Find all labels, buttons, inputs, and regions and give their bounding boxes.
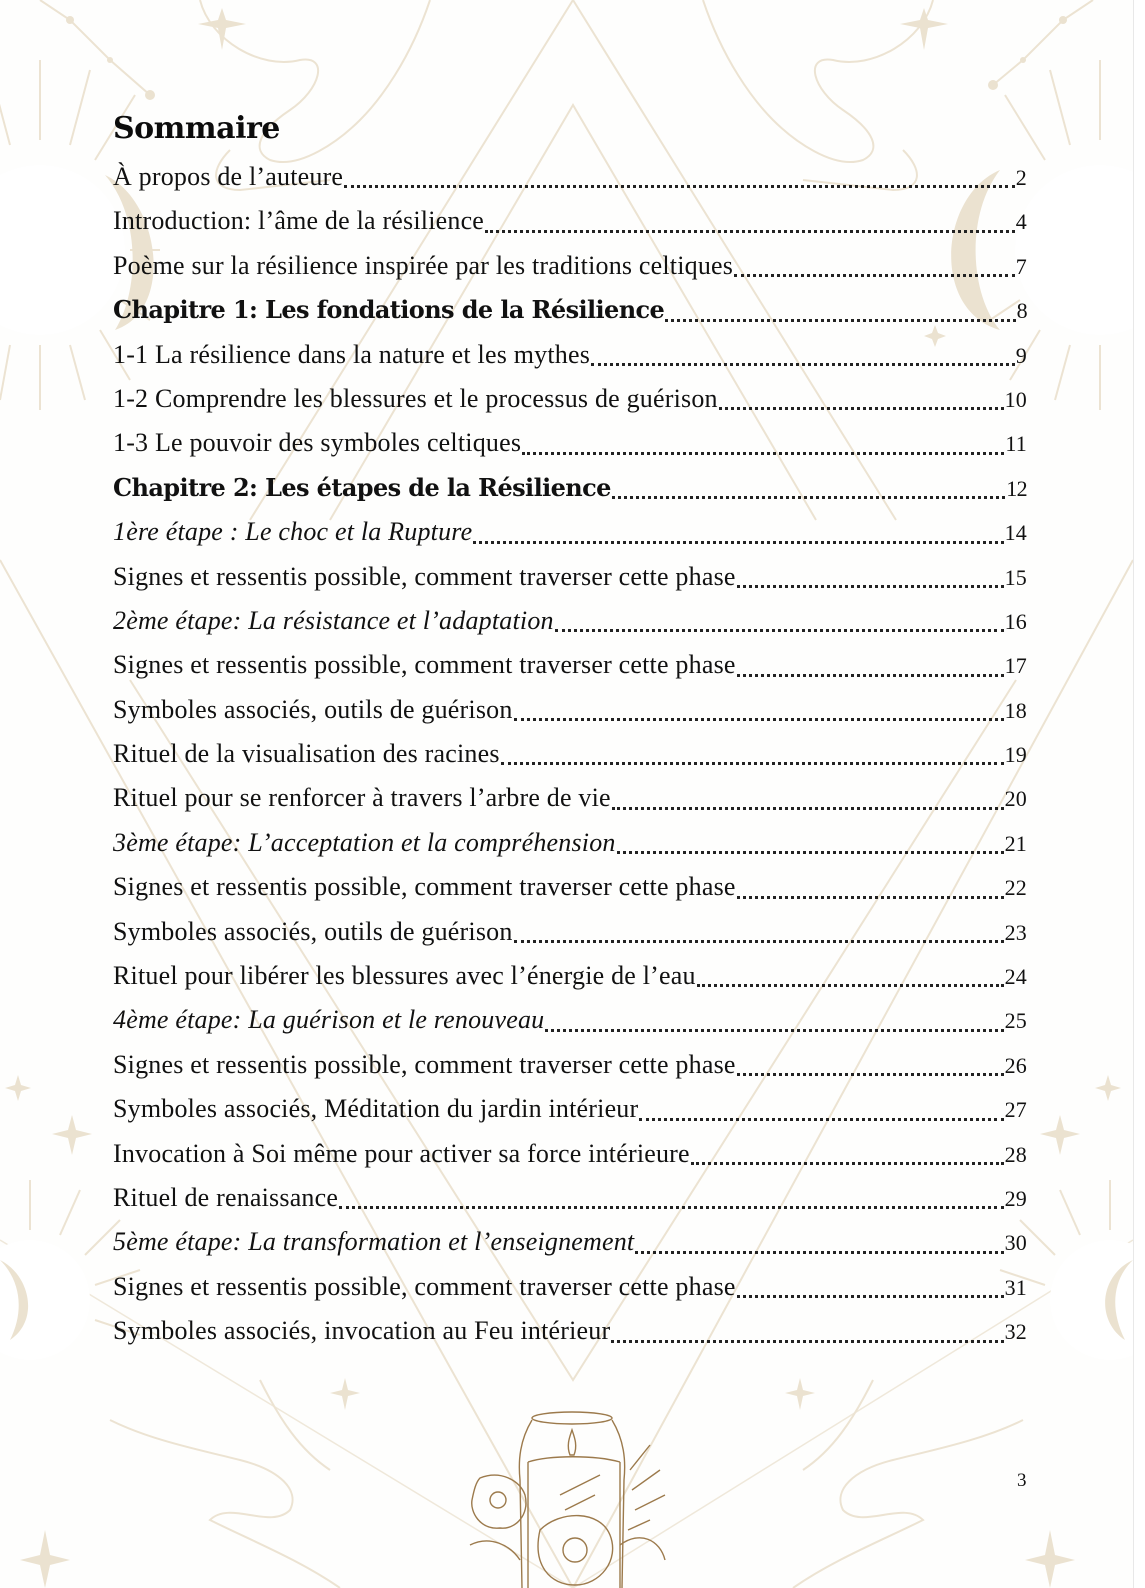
page-number: 3 — [1017, 1470, 1027, 1491]
toc-leader-dots — [737, 1073, 1004, 1076]
toc-entry-page: 27 — [1004, 1097, 1027, 1123]
toc-entry-label: 5ème étape: La transformation et l’enseignement — [113, 1227, 635, 1257]
toc-leader-dots — [545, 1029, 1003, 1032]
toc-entry[interactable] — [113, 954, 1027, 998]
toc-entry[interactable] — [113, 776, 1027, 820]
toc-entry-page: 2 — [1015, 165, 1027, 190]
toc-leader-dots — [555, 629, 1004, 632]
toc-entry-page: 25 — [1004, 1008, 1027, 1034]
toc-leader-dots — [514, 940, 1004, 943]
toc-entry-label: À propos de l’auteure — [113, 162, 344, 191]
toc-entry-page: 7 — [1015, 253, 1027, 279]
toc-entry-label: 4ème étape: La guérison et le renouveau — [113, 1005, 545, 1035]
sparkle-star-bottom-icon — [20, 1378, 1075, 1588]
toc-entry-label: Signes et ressentis possible, comment traverser cette phase — [113, 561, 736, 591]
toc-leader-dots — [737, 896, 1004, 899]
toc-entry-label: Signes et ressentis possible, comment traverser cette phase — [113, 1049, 736, 1079]
constellation-icon — [40, 0, 1093, 100]
toc-entry[interactable] — [113, 199, 1027, 243]
toc-entry-page: 29 — [1004, 1185, 1027, 1211]
toc-entry-label: Symboles associés, Méditation du jardin intérieur — [113, 1094, 639, 1124]
toc-entry[interactable] — [113, 998, 1027, 1042]
toc-list — [113, 155, 1027, 1354]
toc-entry-page: 9 — [1015, 342, 1027, 368]
toc-entry-page: 24 — [1004, 964, 1027, 990]
toc-leader-dots — [737, 674, 1004, 677]
toc-entry[interactable] — [113, 1176, 1027, 1220]
toc-entry-label: 1-1 La résilience dans la nature et les mythes — [113, 339, 591, 369]
toc-entry[interactable] — [113, 377, 1027, 421]
toc-entry[interactable] — [113, 1220, 1027, 1264]
toc-entry-label: 2ème étape: La résistance et l’adaptation — [113, 605, 554, 635]
toc-entry-page: 19 — [1004, 742, 1027, 768]
toc-entry-page: 16 — [1004, 608, 1027, 634]
toc-leader-dots — [639, 1118, 1003, 1121]
toc-entry[interactable] — [113, 821, 1027, 865]
toc-entry-label: Symboles associés, outils de guérison — [113, 916, 513, 946]
toc-entry[interactable] — [113, 555, 1027, 599]
toc-entry-label: Symboles associés, invocation au Feu intérieur — [113, 1316, 611, 1346]
toc-entry-label: Rituel de la visualisation des racines — [113, 739, 500, 769]
toc-entry[interactable] — [113, 732, 1027, 776]
toc-entry-label: Signes et ressentis possible, comment traverser cette phase — [113, 650, 736, 680]
toc-entry-page: 12 — [1006, 475, 1027, 501]
toc-leader-dots — [612, 496, 1005, 499]
toc-entry-page: 8 — [1016, 298, 1027, 324]
candle-jar-illustration-icon — [470, 1412, 665, 1588]
toc-leader-dots — [665, 319, 1015, 322]
toc-leader-dots — [485, 230, 1015, 233]
toc-entry[interactable] — [113, 1265, 1027, 1309]
toc-title: Sommaire — [113, 111, 280, 146]
toc-leader-dots — [635, 1251, 1003, 1254]
table-of-contents — [113, 107, 1027, 1354]
toc-entry[interactable] — [113, 865, 1027, 909]
toc-entry-page: 23 — [1004, 919, 1027, 945]
toc-leader-dots — [514, 718, 1004, 721]
toc-entry-page: 18 — [1004, 697, 1027, 723]
toc-entry-page: 10 — [1004, 386, 1027, 412]
toc-entry-page: 15 — [1004, 564, 1027, 590]
toc-entry-label: Symboles associés, outils de guérison — [113, 694, 513, 724]
toc-entry[interactable] — [113, 244, 1027, 288]
toc-entry-page: 14 — [1004, 520, 1027, 546]
toc-leader-dots — [591, 363, 1015, 366]
toc-leader-dots — [339, 1206, 1003, 1209]
sparkle-star-icon — [198, 8, 948, 50]
toc-entry-label: 3ème étape: L’acceptation et la compréhension — [113, 827, 616, 857]
toc-entry[interactable] — [113, 510, 1027, 554]
toc-entry-label: Rituel pour se renforcer à travers l’arbre de vie — [113, 783, 611, 813]
toc-entry-label: Chapitre 2: Les étapes de la Résilience — [113, 472, 611, 502]
toc-leader-dots — [691, 1162, 1004, 1165]
toc-entry[interactable] — [113, 1309, 1027, 1353]
toc-leader-dots — [501, 762, 1004, 765]
toc-entry-page: 11 — [1005, 431, 1027, 457]
toc-chapter-entry[interactable] — [113, 466, 1027, 510]
toc-entry-page: 28 — [1004, 1141, 1027, 1167]
toc-entry-label: Signes et ressentis possible, comment traverser cette phase — [113, 1271, 736, 1301]
toc-entry[interactable] — [113, 1087, 1027, 1131]
toc-entry[interactable] — [113, 421, 1027, 465]
toc-leader-dots — [697, 984, 1004, 987]
toc-entry-label: 1ère étape : Le choc et la Rupture — [113, 517, 473, 547]
toc-entry[interactable] — [113, 599, 1027, 643]
toc-entry-label: 1-2 Comprendre les blessures et le processus de guérison — [113, 383, 718, 413]
toc-leader-dots — [719, 407, 1004, 410]
toc-leader-dots — [617, 851, 1004, 854]
toc-leader-dots — [344, 185, 1015, 188]
toc-entry-page: 17 — [1004, 653, 1027, 679]
toc-entry-label: Chapitre 1: Les fondations de la Résilience — [113, 295, 665, 325]
toc-entry[interactable] — [113, 1043, 1027, 1087]
toc-entry-label: Poème sur la résilience inspirée par les traditions celtiques — [113, 250, 734, 280]
hand-left-bottom-icon — [110, 1380, 340, 1588]
toc-entry-label: Introduction: l’âme de la résilience — [113, 206, 485, 236]
toc-entry-page: 32 — [1004, 1319, 1027, 1345]
toc-entry[interactable] — [113, 643, 1027, 687]
flower-icon — [470, 1445, 665, 1585]
toc-leader-dots — [611, 1340, 1003, 1343]
toc-leader-dots — [473, 541, 1003, 544]
toc-leader-dots — [612, 807, 1004, 810]
toc-entry-page: 20 — [1004, 786, 1027, 812]
toc-entry-page: 22 — [1004, 875, 1027, 901]
toc-leader-dots — [734, 274, 1015, 277]
toc-entry-label: Rituel de renaissance — [113, 1182, 339, 1212]
toc-entry-label: Rituel pour libérer les blessures avec l’énergie de l’eau — [113, 961, 696, 991]
toc-entry-page: 30 — [1004, 1230, 1027, 1256]
toc-entry-page: 26 — [1004, 1052, 1027, 1078]
toc-entry-label: Signes et ressentis possible, comment traverser cette phase — [113, 872, 736, 902]
toc-entry[interactable] — [113, 1132, 1027, 1176]
toc-entry-page: 21 — [1004, 830, 1027, 856]
toc-entry[interactable] — [113, 155, 1027, 199]
toc-entry-label: 1-3 Le pouvoir des symboles celtiques — [113, 428, 522, 458]
toc-leader-dots — [737, 585, 1004, 588]
toc-entry[interactable] — [113, 333, 1027, 377]
toc-leader-dots — [522, 452, 1004, 455]
toc-entry-page: 31 — [1004, 1274, 1027, 1300]
toc-chapter-entry[interactable] — [113, 288, 1027, 332]
toc-leader-dots — [737, 1295, 1004, 1298]
hand-right-bottom-icon — [793, 1380, 1023, 1588]
toc-entry[interactable] — [113, 910, 1027, 954]
toc-entry[interactable] — [113, 688, 1027, 732]
toc-entry-label: Invocation à Soi même pour activer sa force intérieure — [113, 1138, 690, 1168]
toc-entry-page: 4 — [1015, 209, 1027, 235]
